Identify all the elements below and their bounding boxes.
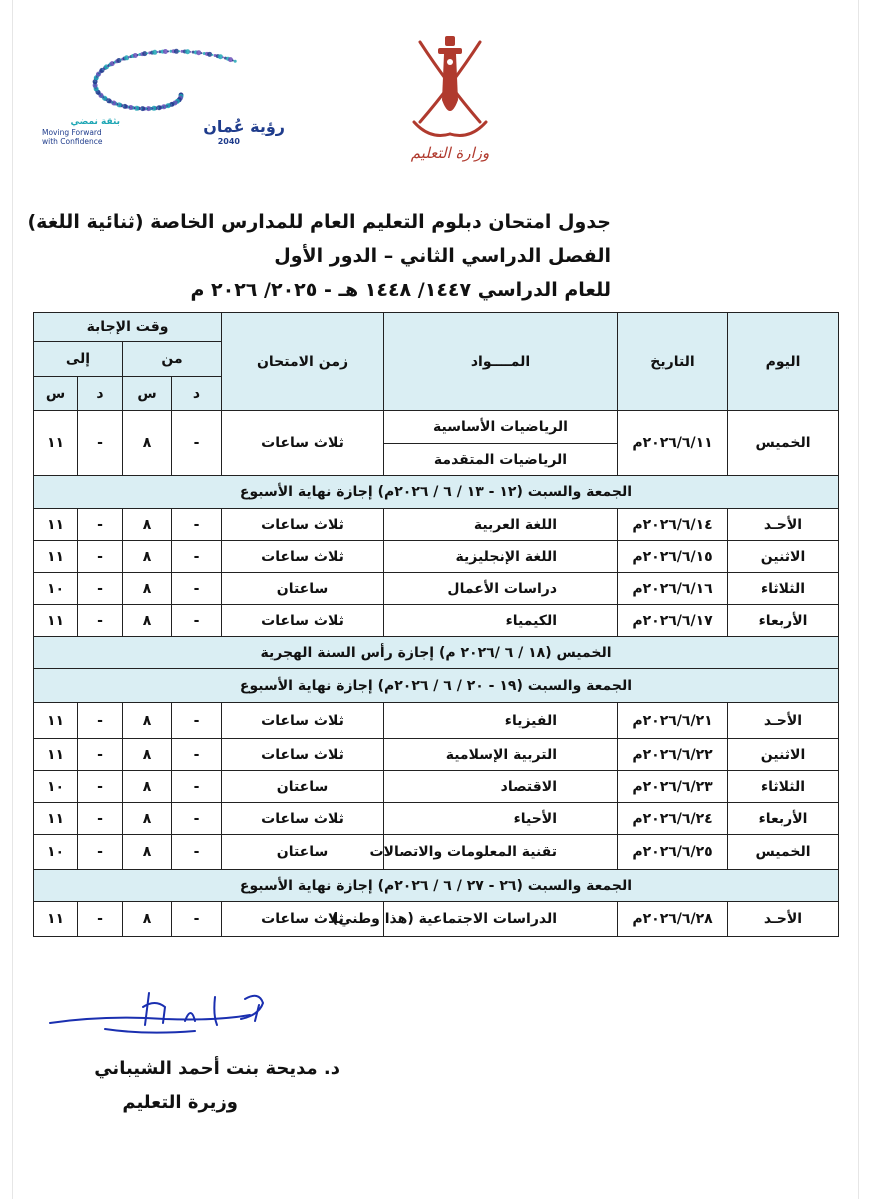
header-answer-time: وقت الإجابة bbox=[34, 313, 222, 342]
cell-day: الأربعاء bbox=[728, 605, 839, 637]
cell-day: الخميس bbox=[728, 835, 839, 870]
cell-subject: الأحياء bbox=[384, 803, 618, 835]
oman-emblem-icon bbox=[400, 30, 500, 170]
cell-subject: الاقتصاد bbox=[384, 771, 618, 803]
cell-from-minute: - bbox=[172, 605, 222, 637]
cell-date: ٢٠٢٦/٦/١٤م bbox=[618, 509, 728, 541]
logo-dot bbox=[156, 51, 158, 53]
vision-tagline-ar: بثقة نمضي bbox=[70, 117, 120, 127]
vision-tagline-en-2: with Confidence bbox=[42, 137, 103, 146]
cell-to-minute: - bbox=[78, 771, 123, 803]
cell-from-hour: ٨ bbox=[123, 739, 172, 771]
logo-dot bbox=[174, 49, 179, 54]
cell-duration: ثلاث ساعات bbox=[222, 541, 384, 573]
cell-to-minute: - bbox=[78, 703, 123, 739]
logo-dot bbox=[189, 51, 191, 53]
oman-vision-2040-logo bbox=[40, 40, 300, 160]
header-to-hour: س bbox=[34, 377, 78, 411]
table-row bbox=[34, 902, 839, 937]
cell-from-minute: - bbox=[172, 509, 222, 541]
cell-from-hour: ٨ bbox=[123, 902, 172, 937]
logo-dot bbox=[211, 54, 213, 56]
holiday-text: الجمعة والسبت (١٢ - ١٣ / ٦ / ٢٠٢٦م) إجازة نهاية الأسبوع bbox=[34, 476, 839, 509]
holiday-text: الجمعة والسبت (١٩ - ٢٠ / ٦ / ٢٠٢٦م) إجازة نهاية الأسبوع bbox=[34, 669, 839, 703]
cell-from-hour: ٨ bbox=[123, 509, 172, 541]
vision-name: رؤية عُمان bbox=[203, 117, 285, 136]
table-row bbox=[34, 573, 839, 605]
cell-duration: ثلاث ساعات bbox=[222, 509, 384, 541]
cell-to-minute: - bbox=[78, 541, 123, 573]
logo-dot bbox=[207, 52, 212, 57]
table-row bbox=[34, 541, 839, 573]
cell-day: الأحـد bbox=[728, 902, 839, 937]
cell-to-minute: - bbox=[78, 835, 123, 870]
cell-date: ٢٠٢٦/٦/١٧م bbox=[618, 605, 728, 637]
cell-from-hour: ٨ bbox=[123, 411, 172, 476]
document-title bbox=[27, 205, 611, 307]
cell-day: الأحـد bbox=[728, 509, 839, 541]
logo-dot bbox=[185, 49, 190, 54]
cell-to-minute: - bbox=[78, 803, 123, 835]
cell-to-minute: - bbox=[78, 509, 123, 541]
cell-to-hour: ١١ bbox=[34, 703, 78, 739]
cell-from-minute: - bbox=[172, 703, 222, 739]
cell-from-hour: ٨ bbox=[123, 605, 172, 637]
cell-from-minute: - bbox=[172, 902, 222, 937]
holiday-row bbox=[34, 637, 839, 669]
vision-tagline-en-1: Moving Forward bbox=[42, 128, 102, 137]
cell-from-hour: ٨ bbox=[123, 771, 172, 803]
cell-day: الاثنين bbox=[728, 739, 839, 771]
cell-day: الاثنين bbox=[728, 541, 839, 573]
cell-to-hour: ١٠ bbox=[34, 771, 78, 803]
header-from-minute: د bbox=[172, 377, 222, 411]
cell-from-minute: - bbox=[172, 739, 222, 771]
table-row bbox=[34, 835, 839, 870]
cell-to-minute: - bbox=[78, 573, 123, 605]
title-line-2: الفصل الدراسي الثاني – الدور الأول bbox=[274, 245, 611, 267]
cell-duration: ثلاث ساعات bbox=[222, 803, 384, 835]
cell-date: ٢٠٢٦/٦/٢٤م bbox=[618, 803, 728, 835]
table-row bbox=[34, 411, 839, 444]
logo-dot bbox=[167, 50, 169, 52]
cell-duration: ساعتان bbox=[222, 573, 384, 605]
cell-date: ٢٠٢٦/٦/٢٣م bbox=[618, 771, 728, 803]
logo-dot bbox=[228, 57, 233, 62]
cell-to-hour: ١٠ bbox=[34, 835, 78, 870]
cell-to-minute: - bbox=[78, 739, 123, 771]
header-date: التاريخ bbox=[618, 313, 728, 411]
cell-to-hour: ١١ bbox=[34, 605, 78, 637]
cell-to-hour: ١١ bbox=[34, 739, 78, 771]
cell-subject: الدراسات الاجتماعية (هذا وطني) bbox=[384, 902, 618, 937]
cell-from-minute: - bbox=[172, 411, 222, 476]
holiday-row bbox=[34, 476, 839, 509]
title-line-1: جدول امتحان دبلوم التعليم العام للمدارس الخاصة (ثنائية اللغة) bbox=[27, 211, 611, 233]
logo-dot bbox=[222, 56, 224, 58]
cell-subject: الرياضيات المتقدمة bbox=[384, 444, 618, 476]
cell-from-minute: - bbox=[172, 541, 222, 573]
cell-to-hour: ١٠ bbox=[34, 573, 78, 605]
handwritten-signature bbox=[45, 985, 275, 1045]
header-subjects: المــــواد bbox=[384, 313, 618, 411]
exam-schedule-table bbox=[33, 312, 839, 937]
table-row bbox=[34, 803, 839, 835]
cell-date: ٢٠٢٦/٦/١٥م bbox=[618, 541, 728, 573]
cell-date: ٢٠٢٦/٦/١٦م bbox=[618, 573, 728, 605]
table-row bbox=[34, 703, 839, 739]
cell-date: ٢٠٢٦/٦/٢١م bbox=[618, 703, 728, 739]
cell-subject: دراسات الأعمال bbox=[384, 573, 618, 605]
holiday-text: الخميس (١٨ / ٦ /٢٠٢٦ م) إجازة رأس السنة الهجرية bbox=[34, 637, 839, 669]
signatory-title: وزيرة التعليم bbox=[122, 1092, 238, 1113]
cell-subject: اللغة الإنجليزية bbox=[384, 541, 618, 573]
cell-to-minute: - bbox=[78, 605, 123, 637]
header-from: من bbox=[123, 342, 222, 377]
cell-subject: الكيمياء bbox=[384, 605, 618, 637]
logo-dot bbox=[232, 60, 234, 62]
header-from-hour: س bbox=[123, 377, 172, 411]
cell-from-hour: ٨ bbox=[123, 573, 172, 605]
vision-year: 2040 bbox=[217, 137, 240, 146]
cell-from-minute: - bbox=[172, 835, 222, 870]
holiday-row bbox=[34, 870, 839, 902]
cell-duration: ثلاث ساعات bbox=[222, 411, 384, 476]
header-to-minute: د bbox=[78, 377, 123, 411]
logo-dot bbox=[137, 54, 139, 56]
cell-duration: ثلاث ساعات bbox=[222, 902, 384, 937]
header-row-1 bbox=[34, 313, 839, 342]
cell-from-hour: ٨ bbox=[123, 835, 172, 870]
cell-to-minute: - bbox=[78, 411, 123, 476]
signatory-name: د. مديحة بنت أحمد الشيباني bbox=[94, 1058, 340, 1079]
logo-dot bbox=[218, 54, 223, 59]
cell-duration: ثلاث ساعات bbox=[222, 739, 384, 771]
header-duration: زمن الامتحان bbox=[222, 313, 384, 411]
cell-day: الثلاثاء bbox=[728, 573, 839, 605]
cell-subject: اللغة العربية bbox=[384, 509, 618, 541]
cell-day: الخميس bbox=[728, 411, 839, 476]
logo-dot bbox=[146, 52, 148, 54]
holiday-row bbox=[34, 669, 839, 703]
cell-day: الأربعاء bbox=[728, 803, 839, 835]
cell-date: ٢٠٢٦/٦/٢٢م bbox=[618, 739, 728, 771]
cell-duration: ثلاث ساعات bbox=[222, 703, 384, 739]
logo-dot bbox=[128, 56, 130, 58]
cell-date: ٢٠٢٦/٦/١١م bbox=[618, 411, 728, 476]
logo-dot bbox=[201, 52, 203, 54]
cell-duration: ثلاث ساعات bbox=[222, 605, 384, 637]
cell-subject: الرياضيات الأساسية bbox=[384, 411, 618, 444]
cell-to-minute: - bbox=[78, 902, 123, 937]
cell-date: ٢٠٢٦/٦/٢٨م bbox=[618, 902, 728, 937]
holiday-text: الجمعة والسبت (٢٦ - ٢٧ / ٦ / ٢٠٢٦م) إجازة نهاية الأسبوع bbox=[34, 870, 839, 902]
table-row bbox=[34, 509, 839, 541]
table-row bbox=[34, 605, 839, 637]
header-day: اليوم bbox=[728, 313, 839, 411]
header-to: إلى bbox=[34, 342, 123, 377]
cell-to-hour: ١١ bbox=[34, 803, 78, 835]
logo-dot bbox=[234, 60, 237, 63]
cell-from-minute: - bbox=[172, 573, 222, 605]
cell-from-minute: - bbox=[172, 771, 222, 803]
cell-to-hour: ١١ bbox=[34, 411, 78, 476]
cell-duration: ساعتان bbox=[222, 835, 384, 870]
cell-day: الثلاثاء bbox=[728, 771, 839, 803]
cell-date: ٢٠٢٦/٦/٢٥م bbox=[618, 835, 728, 870]
cell-duration: ساعتان bbox=[222, 771, 384, 803]
cell-from-hour: ٨ bbox=[123, 703, 172, 739]
cell-subject: تقنية المعلومات والاتصالات bbox=[384, 835, 618, 870]
logo-dot bbox=[196, 50, 201, 55]
cell-from-hour: ٨ bbox=[123, 803, 172, 835]
logo-dot bbox=[178, 50, 180, 52]
cell-to-hour: ١١ bbox=[34, 902, 78, 937]
cell-to-hour: ١١ bbox=[34, 541, 78, 573]
table-row bbox=[34, 771, 839, 803]
cell-from-hour: ٨ bbox=[123, 541, 172, 573]
cell-subject: الفيزياء bbox=[384, 703, 618, 739]
cell-from-minute: - bbox=[172, 803, 222, 835]
cell-to-hour: ١١ bbox=[34, 509, 78, 541]
cell-day: الأحـد bbox=[728, 703, 839, 739]
cell-subject: التربية الإسلامية bbox=[384, 739, 618, 771]
title-line-3: للعام الدراسي ١٤٤٧/ ١٤٤٨ هـ - ٢٠٢٥/ ٢٠٢٦ م bbox=[190, 279, 611, 301]
ministry-name: وزارة التعليم bbox=[410, 144, 490, 162]
table-row bbox=[34, 739, 839, 771]
